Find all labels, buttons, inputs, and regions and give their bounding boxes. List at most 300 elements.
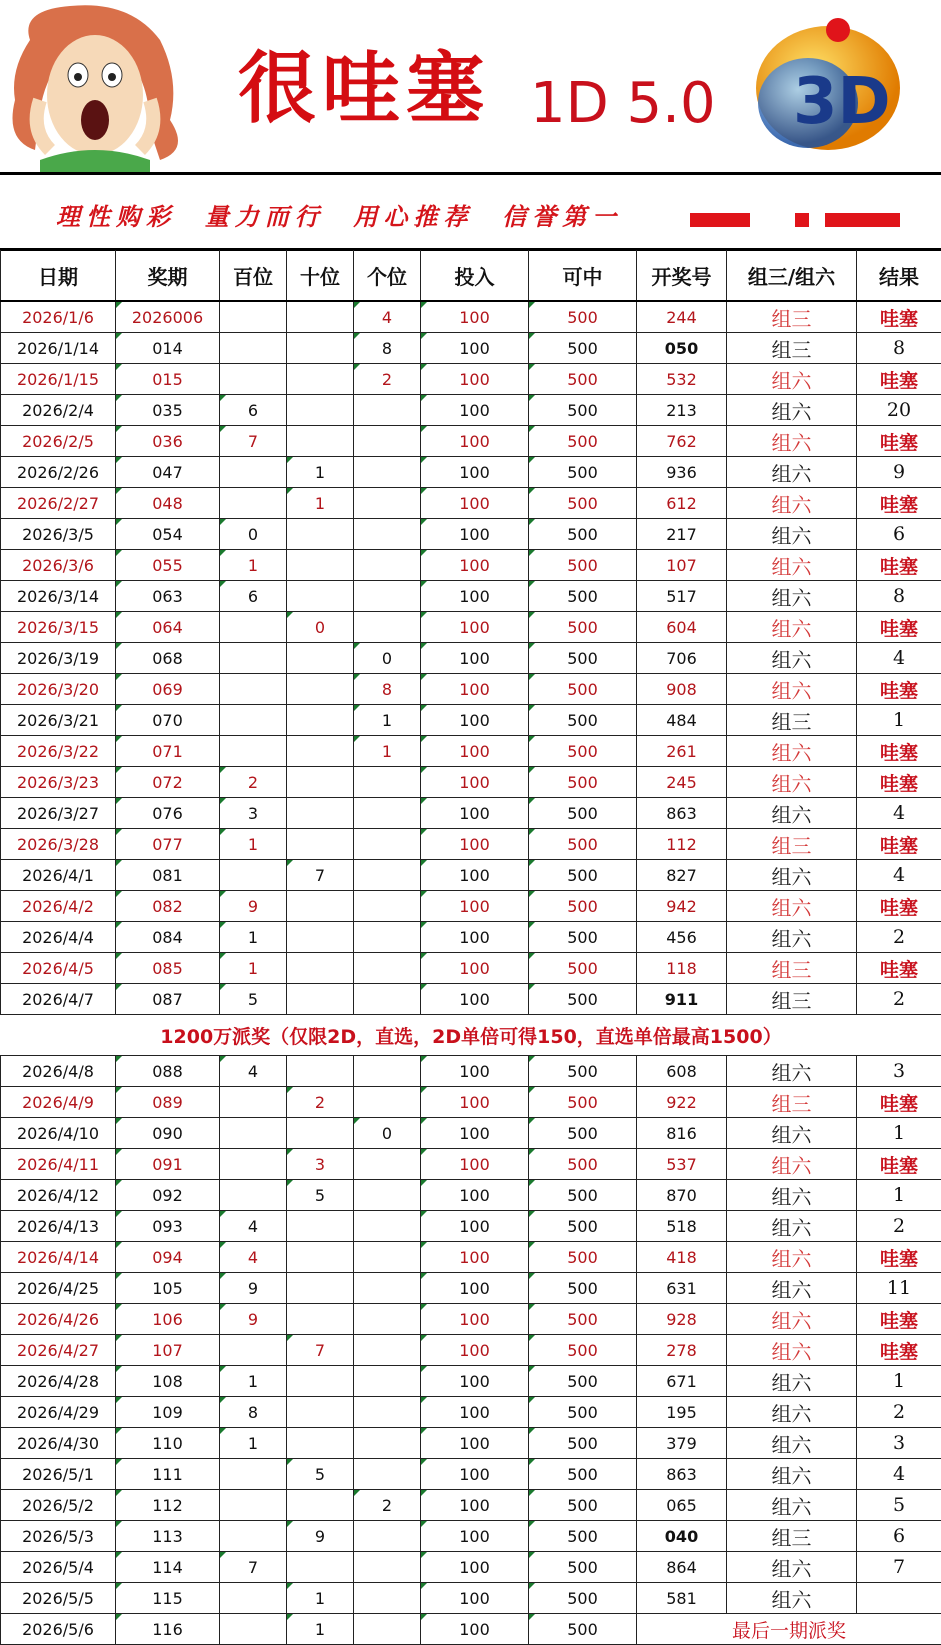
results-table xyxy=(0,248,941,1645)
tens-cell: 0 xyxy=(287,612,354,643)
table-row xyxy=(1,922,941,953)
units-cell xyxy=(354,612,421,643)
issue-cell: 090 xyxy=(116,1118,220,1149)
tens-cell xyxy=(287,364,354,395)
red-decoration-bar xyxy=(690,213,750,227)
issue-cell: 015 xyxy=(116,364,220,395)
group-type-cell: 组三 xyxy=(727,953,857,984)
hundreds-cell xyxy=(220,1459,287,1490)
tens-cell xyxy=(287,705,354,736)
result-cell: 哇塞 xyxy=(857,1335,941,1366)
date-cell: 2026/3/23 xyxy=(1,767,116,798)
group-type-cell: 组六 xyxy=(727,1366,857,1397)
hundreds-cell: 1 xyxy=(220,1428,287,1459)
issue-cell: 108 xyxy=(116,1366,220,1397)
draw-number-cell: 107 xyxy=(637,550,727,581)
result-cell: 4 xyxy=(857,643,941,674)
result-cell: 哇塞 xyxy=(857,1149,941,1180)
stake-cell: 100 xyxy=(421,891,529,922)
issue-cell: 064 xyxy=(116,612,220,643)
group-type-cell: 组六 xyxy=(727,674,857,705)
hundreds-cell xyxy=(220,1149,287,1180)
issue-cell: 036 xyxy=(116,426,220,457)
table-row xyxy=(1,891,941,922)
payout-cell: 500 xyxy=(529,953,637,984)
units-cell: 4 xyxy=(354,301,421,333)
stake-cell: 100 xyxy=(421,519,529,550)
table-row xyxy=(1,1149,941,1180)
tens-cell xyxy=(287,1304,354,1335)
stake-cell: 100 xyxy=(421,1490,529,1521)
draw-number-cell: 604 xyxy=(637,612,727,643)
payout-cell: 500 xyxy=(529,1490,637,1521)
group-type-cell: 组六 xyxy=(727,1242,857,1273)
tens-cell xyxy=(287,829,354,860)
payout-cell: 500 xyxy=(529,519,637,550)
group-type-cell: 组六 xyxy=(727,426,857,457)
table-row xyxy=(1,1242,941,1273)
payout-cell: 500 xyxy=(529,891,637,922)
draw-number-cell: 762 xyxy=(637,426,727,457)
draw-number-cell: 922 xyxy=(637,1087,727,1118)
table-row xyxy=(1,860,941,891)
date-cell: 2026/3/19 xyxy=(1,643,116,674)
date-cell: 2026/4/12 xyxy=(1,1180,116,1211)
units-cell xyxy=(354,395,421,426)
draw-number-cell: 261 xyxy=(637,736,727,767)
table-row xyxy=(1,364,941,395)
table-row xyxy=(1,1614,941,1645)
draw-number-cell: 908 xyxy=(637,674,727,705)
units-cell xyxy=(354,1552,421,1583)
draw-number-cell: 518 xyxy=(637,1211,727,1242)
tens-cell: 1 xyxy=(287,488,354,519)
date-cell: 2026/5/4 xyxy=(1,1552,116,1583)
hundreds-cell: 0 xyxy=(220,519,287,550)
payout-cell: 500 xyxy=(529,674,637,705)
date-cell: 2026/3/28 xyxy=(1,829,116,860)
units-cell xyxy=(354,581,421,612)
draw-number-cell: 456 xyxy=(637,922,727,953)
tens-cell xyxy=(287,333,354,364)
payout-cell: 500 xyxy=(529,1366,637,1397)
result-cell: 11 xyxy=(857,1273,941,1304)
result-cell: 1 xyxy=(857,705,941,736)
date-cell: 2026/5/5 xyxy=(1,1583,116,1614)
result-cell: 2 xyxy=(857,984,941,1015)
tens-cell: 3 xyxy=(287,1149,354,1180)
payout-cell: 500 xyxy=(529,984,637,1015)
result-cell: 1 xyxy=(857,1180,941,1211)
payout-cell: 500 xyxy=(529,1149,637,1180)
table-row xyxy=(1,767,941,798)
result-cell: 8 xyxy=(857,581,941,612)
result-cell: 4 xyxy=(857,860,941,891)
draw-number-cell: 532 xyxy=(637,364,727,395)
units-cell xyxy=(354,953,421,984)
tens-cell xyxy=(287,674,354,705)
table-row xyxy=(1,426,941,457)
units-cell: 2 xyxy=(354,364,421,395)
tens-cell xyxy=(287,395,354,426)
stake-cell: 100 xyxy=(421,1180,529,1211)
units-cell xyxy=(354,1211,421,1242)
draw-number-cell: 244 xyxy=(637,301,727,333)
draw-number-cell: 118 xyxy=(637,953,727,984)
payout-cell: 500 xyxy=(529,1614,637,1645)
result-cell: 8 xyxy=(857,333,941,364)
lottery-3d-logo-icon xyxy=(738,8,908,158)
date-cell: 2026/3/21 xyxy=(1,705,116,736)
units-cell xyxy=(354,829,421,860)
stake-cell: 100 xyxy=(421,1087,529,1118)
hundreds-cell xyxy=(220,612,287,643)
payout-cell: 500 xyxy=(529,550,637,581)
units-cell xyxy=(354,1614,421,1645)
issue-cell: 047 xyxy=(116,457,220,488)
hundreds-cell: 1 xyxy=(220,829,287,860)
tens-cell: 7 xyxy=(287,860,354,891)
result-cell: 哇塞 xyxy=(857,301,941,333)
hundreds-cell: 9 xyxy=(220,1304,287,1335)
units-cell: 8 xyxy=(354,674,421,705)
table-row xyxy=(1,1583,941,1614)
stake-cell: 100 xyxy=(421,767,529,798)
date-cell: 2026/3/20 xyxy=(1,674,116,705)
stake-cell: 100 xyxy=(421,550,529,581)
column-header: 组三/组六 xyxy=(727,249,857,301)
group-type-cell: 组六 xyxy=(727,1056,857,1087)
tens-cell xyxy=(287,922,354,953)
hundreds-cell xyxy=(220,1614,287,1645)
stake-cell: 100 xyxy=(421,1552,529,1583)
draw-number-cell: 631 xyxy=(637,1273,727,1304)
stake-cell: 100 xyxy=(421,1242,529,1273)
hundreds-cell: 7 xyxy=(220,426,287,457)
stake-cell: 100 xyxy=(421,953,529,984)
stake-cell: 100 xyxy=(421,581,529,612)
units-cell xyxy=(354,1583,421,1614)
table-row xyxy=(1,488,941,519)
table-row xyxy=(1,1304,941,1335)
result-cell: 3 xyxy=(857,1428,941,1459)
date-cell: 2026/5/2 xyxy=(1,1490,116,1521)
issue-cell: 070 xyxy=(116,705,220,736)
stake-cell: 100 xyxy=(421,1366,529,1397)
issue-cell: 082 xyxy=(116,891,220,922)
red-decoration-bar xyxy=(795,213,809,227)
payout-cell: 500 xyxy=(529,1428,637,1459)
result-cell: 哇塞 xyxy=(857,426,941,457)
result-cell: 哇塞 xyxy=(857,1242,941,1273)
payout-cell: 500 xyxy=(529,705,637,736)
payout-cell: 500 xyxy=(529,1304,637,1335)
payout-cell: 500 xyxy=(529,1242,637,1273)
payout-cell: 500 xyxy=(529,1211,637,1242)
column-header: 投入 xyxy=(421,249,529,301)
table-row xyxy=(1,1397,941,1428)
result-cell: 7 xyxy=(857,1552,941,1583)
hundreds-cell xyxy=(220,1490,287,1521)
table-row xyxy=(1,1087,941,1118)
payout-cell: 500 xyxy=(529,581,637,612)
result-cell: 1 xyxy=(857,1118,941,1149)
tens-cell: 1 xyxy=(287,1614,354,1645)
result-cell: 5 xyxy=(857,1490,941,1521)
issue-cell: 091 xyxy=(116,1149,220,1180)
units-cell xyxy=(354,767,421,798)
units-cell xyxy=(354,860,421,891)
group-type-cell: 组六 xyxy=(727,1428,857,1459)
hundreds-cell xyxy=(220,488,287,519)
date-cell: 2026/4/25 xyxy=(1,1273,116,1304)
date-cell: 2026/4/9 xyxy=(1,1087,116,1118)
payout-cell: 500 xyxy=(529,1087,637,1118)
group-type-cell: 组六 xyxy=(727,1304,857,1335)
group-type-cell: 组六 xyxy=(727,1459,857,1490)
draw-number-cell: 608 xyxy=(637,1056,727,1087)
stake-cell: 100 xyxy=(421,1428,529,1459)
date-cell: 2026/3/5 xyxy=(1,519,116,550)
red-decoration-bar xyxy=(825,213,900,227)
payout-cell: 500 xyxy=(529,1397,637,1428)
payout-cell: 500 xyxy=(529,1521,637,1552)
date-cell: 2026/1/14 xyxy=(1,333,116,364)
hundreds-cell: 6 xyxy=(220,395,287,426)
hundreds-cell: 6 xyxy=(220,581,287,612)
tens-cell xyxy=(287,1397,354,1428)
date-cell: 2026/4/14 xyxy=(1,1242,116,1273)
payout-cell: 500 xyxy=(529,457,637,488)
group-type-cell: 组六 xyxy=(727,1273,857,1304)
group-type-cell: 组六 xyxy=(727,798,857,829)
units-cell: 2 xyxy=(354,1490,421,1521)
payout-cell: 500 xyxy=(529,364,637,395)
date-cell: 2026/4/8 xyxy=(1,1056,116,1087)
draw-number-cell: 827 xyxy=(637,860,727,891)
table-row xyxy=(1,1273,941,1304)
group-type-cell: 组三 xyxy=(727,333,857,364)
units-cell xyxy=(354,519,421,550)
issue-cell: 048 xyxy=(116,488,220,519)
payout-cell: 500 xyxy=(529,301,637,333)
issue-cell: 087 xyxy=(116,984,220,1015)
date-cell: 2026/3/27 xyxy=(1,798,116,829)
units-cell xyxy=(354,1087,421,1118)
table-row xyxy=(1,1118,941,1149)
tens-cell xyxy=(287,984,354,1015)
table-row xyxy=(1,829,941,860)
table-row xyxy=(1,457,941,488)
stake-cell: 100 xyxy=(421,1583,529,1614)
group-type-cell: 组六 xyxy=(727,1118,857,1149)
tens-cell xyxy=(287,953,354,984)
units-cell xyxy=(354,1428,421,1459)
group-type-cell: 组六 xyxy=(727,767,857,798)
units-cell xyxy=(354,426,421,457)
result-cell: 6 xyxy=(857,1521,941,1552)
date-cell: 2026/3/14 xyxy=(1,581,116,612)
issue-cell: 089 xyxy=(116,1087,220,1118)
stake-cell: 100 xyxy=(421,333,529,364)
stake-cell: 100 xyxy=(421,736,529,767)
stake-cell: 100 xyxy=(421,488,529,519)
units-cell xyxy=(354,457,421,488)
payout-cell: 500 xyxy=(529,1056,637,1087)
tens-cell: 9 xyxy=(287,1521,354,1552)
issue-cell: 116 xyxy=(116,1614,220,1645)
column-header: 奖期 xyxy=(116,249,220,301)
stake-cell: 100 xyxy=(421,1118,529,1149)
units-cell xyxy=(354,798,421,829)
issue-cell: 084 xyxy=(116,922,220,953)
screaming-face-icon xyxy=(0,0,186,172)
table-row xyxy=(1,984,941,1015)
result-cell: 哇塞 xyxy=(857,364,941,395)
table-row xyxy=(1,1335,941,1366)
draw-number-cell: 612 xyxy=(637,488,727,519)
group-type-cell: 组三 xyxy=(727,1087,857,1118)
issue-cell: 054 xyxy=(116,519,220,550)
hundreds-cell: 3 xyxy=(220,798,287,829)
page-title: 很哇塞 xyxy=(238,44,490,134)
result-cell: 9 xyxy=(857,457,941,488)
hundreds-cell xyxy=(220,301,287,333)
payout-cell: 500 xyxy=(529,643,637,674)
group-type-cell: 组三 xyxy=(727,829,857,860)
result-cell: 20 xyxy=(857,395,941,426)
issue-cell: 110 xyxy=(116,1428,220,1459)
notice-row xyxy=(1,1015,941,1056)
tens-cell xyxy=(287,1428,354,1459)
column-header: 日期 xyxy=(1,249,116,301)
date-cell: 2026/4/30 xyxy=(1,1428,116,1459)
units-cell xyxy=(354,1149,421,1180)
result-cell: 2 xyxy=(857,922,941,953)
units-cell xyxy=(354,550,421,581)
column-header: 十位 xyxy=(287,249,354,301)
draw-number-cell: 928 xyxy=(637,1304,727,1335)
column-header: 结果 xyxy=(857,249,941,301)
tens-cell xyxy=(287,1366,354,1397)
payout-cell: 500 xyxy=(529,860,637,891)
issue-cell: 088 xyxy=(116,1056,220,1087)
stake-cell: 100 xyxy=(421,1273,529,1304)
column-header: 个位 xyxy=(354,249,421,301)
issue-cell: 112 xyxy=(116,1490,220,1521)
hundreds-cell: 1 xyxy=(220,953,287,984)
units-cell xyxy=(354,891,421,922)
hundreds-cell: 1 xyxy=(220,922,287,953)
units-cell xyxy=(354,984,421,1015)
group-type-cell: 组六 xyxy=(727,457,857,488)
version-label: 1D 5.0 xyxy=(530,72,716,136)
hundreds-cell xyxy=(220,736,287,767)
units-cell xyxy=(354,488,421,519)
stake-cell: 100 xyxy=(421,1335,529,1366)
table-row xyxy=(1,1056,941,1087)
date-cell: 2026/4/11 xyxy=(1,1149,116,1180)
units-cell xyxy=(354,1242,421,1273)
units-cell xyxy=(354,1335,421,1366)
table-row xyxy=(1,1552,941,1583)
group-type-cell: 组六 xyxy=(727,922,857,953)
table-row xyxy=(1,1428,941,1459)
stake-cell: 100 xyxy=(421,674,529,705)
issue-cell: 115 xyxy=(116,1583,220,1614)
draw-number-cell: 213 xyxy=(637,395,727,426)
date-cell: 2026/2/26 xyxy=(1,457,116,488)
issue-cell: 071 xyxy=(116,736,220,767)
table-row xyxy=(1,333,941,364)
payout-cell: 500 xyxy=(529,488,637,519)
hundreds-cell xyxy=(220,457,287,488)
tens-cell xyxy=(287,1273,354,1304)
payout-cell: 500 xyxy=(529,426,637,457)
units-cell: 0 xyxy=(354,643,421,674)
column-header: 百位 xyxy=(220,249,287,301)
date-cell: 2026/2/4 xyxy=(1,395,116,426)
draw-number-cell: 671 xyxy=(637,1366,727,1397)
table-row xyxy=(1,643,941,674)
payout-cell: 500 xyxy=(529,1335,637,1366)
date-cell: 2026/1/15 xyxy=(1,364,116,395)
group-type-cell: 组六 xyxy=(727,1397,857,1428)
units-cell xyxy=(354,1366,421,1397)
tens-cell xyxy=(287,519,354,550)
payout-cell: 500 xyxy=(529,1459,637,1490)
draw-number-cell: 581 xyxy=(637,1583,727,1614)
date-cell: 2026/4/1 xyxy=(1,860,116,891)
units-cell xyxy=(354,922,421,953)
stake-cell: 100 xyxy=(421,1521,529,1552)
payout-cell: 500 xyxy=(529,829,637,860)
payout-cell: 500 xyxy=(529,922,637,953)
draw-number-cell: 537 xyxy=(637,1149,727,1180)
group-type-cell: 组三 xyxy=(727,301,857,333)
draw-number-cell: 870 xyxy=(637,1180,727,1211)
tens-cell: 2 xyxy=(287,1087,354,1118)
date-cell: 2026/5/1 xyxy=(1,1459,116,1490)
hundreds-cell xyxy=(220,333,287,364)
tens-cell xyxy=(287,891,354,922)
stake-cell: 100 xyxy=(421,798,529,829)
issue-cell: 113 xyxy=(116,1521,220,1552)
group-type-cell: 组六 xyxy=(727,736,857,767)
issue-cell: 069 xyxy=(116,674,220,705)
table-row xyxy=(1,1490,941,1521)
group-type-cell: 组六 xyxy=(727,488,857,519)
hundreds-cell xyxy=(220,1180,287,1211)
issue-cell: 014 xyxy=(116,333,220,364)
units-cell: 1 xyxy=(354,736,421,767)
units-cell xyxy=(354,1521,421,1552)
draw-number-cell: 050 xyxy=(637,333,727,364)
header-banner xyxy=(0,0,941,172)
units-cell xyxy=(354,1180,421,1211)
issue-cell: 111 xyxy=(116,1459,220,1490)
date-cell: 2026/4/29 xyxy=(1,1397,116,1428)
payout-cell: 500 xyxy=(529,798,637,829)
payout-cell: 500 xyxy=(529,736,637,767)
hundreds-cell: 1 xyxy=(220,1366,287,1397)
draw-number-cell: 195 xyxy=(637,1397,727,1428)
stake-cell: 100 xyxy=(421,1211,529,1242)
result-cell: 哇塞 xyxy=(857,953,941,984)
tens-cell xyxy=(287,550,354,581)
hundreds-cell: 2 xyxy=(220,767,287,798)
notice-section xyxy=(1,1015,941,1056)
